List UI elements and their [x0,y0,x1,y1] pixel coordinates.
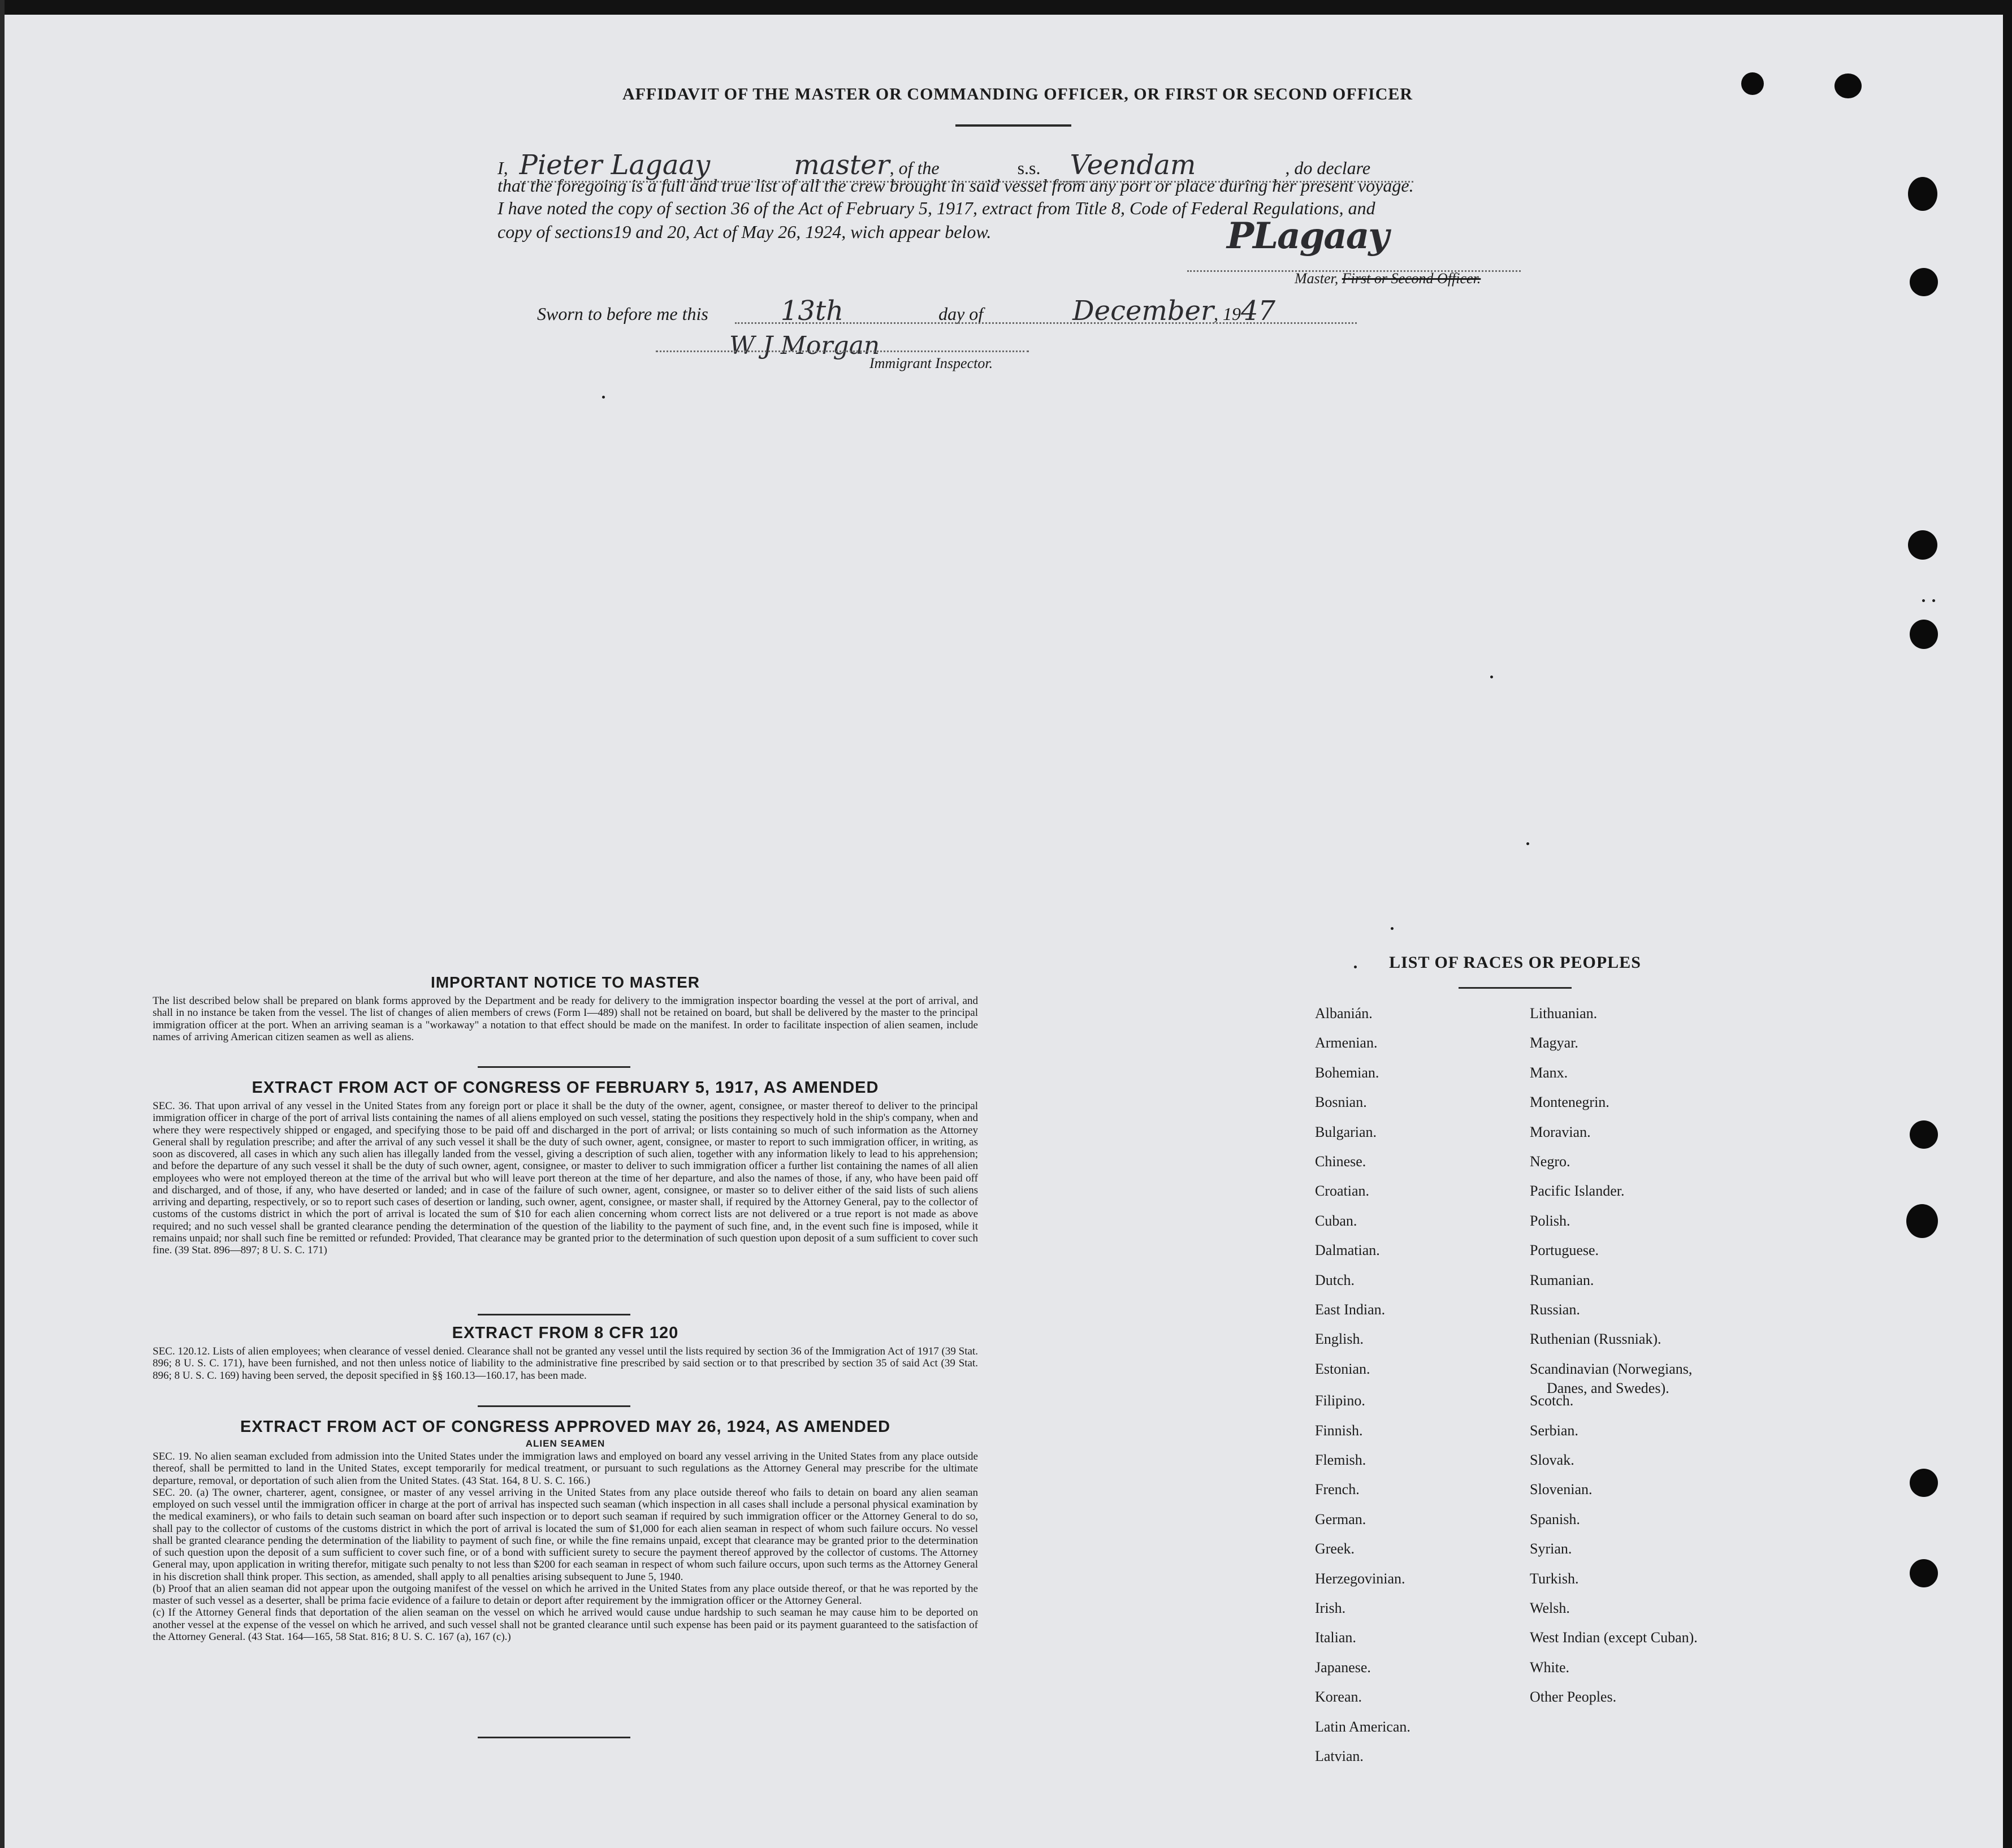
race-item: Lithuanian. [1530,1005,1598,1022]
race-item: German. [1315,1511,1366,1527]
sec-19-text: SEC. 19. No alien seaman excluded from admission into the United States under the immigration laws and employed on board any vessel arriving in the United States from any place outside thereof, shall be permitted to land in the United States, except temporarily for medical treatment, or pursuant to such regulations as the Attorney General may prescribe for the ultimate departure, removal, or deportation of such alien from the United States. (43 Stat. 164, 8 U. S. C. 166.) [153,1451,978,1487]
race-item: Irish. [1315,1600,1346,1616]
vessel-name-handwritten: Veendam [1070,149,1196,181]
notice-title: IMPORTANT NOTICE TO MASTER [430,973,700,991]
race-item: Syrian. [1530,1540,1572,1557]
declarant-prefix: I, [497,158,508,178]
punch-hole [1906,1204,1938,1238]
title-rule [955,124,1071,127]
race-item: Rumanian. [1530,1271,1594,1288]
scan-border-right [2003,0,2012,1848]
race-item: Latvian. [1315,1748,1364,1764]
race-item: French. [1315,1481,1360,1498]
race-item: Manx. [1530,1064,1568,1081]
race-item: Polish. [1530,1212,1570,1229]
punch-hole [1910,1469,1938,1497]
signature-caption [1295,270,1481,287]
punch-hole [1741,72,1764,95]
race-item: Moravian. [1530,1123,1591,1140]
race-item: Japanese. [1315,1659,1371,1676]
race-item: Chinese. [1315,1153,1366,1170]
speck [1391,927,1394,930]
inspector-caption: Immigrant Inspector. [869,355,993,371]
race-item: East Indian. [1315,1301,1386,1318]
of-the-label: , of the [889,158,940,178]
race-item: Estonian. [1315,1360,1370,1377]
race-item: Ruthenian (Russniak). [1530,1331,1661,1348]
notice-body: The list described below shall be prepared on blank forms approved by the Department and be ready for delivery to the immigration inspector boarding the vessel at the port of arrival, and shall in no instance be taken from the vessel. The list of changes of alien members of crews (Form I—489) shall not be retained on board, but shall be delivered by the master to the principal immigration officer at the port. When an arriving seaman is a "workaway" a notation to that effect should be made on the manifest. In order to facilitate inspection of alien seamen, include names of arriving American citizen seamen as well as aliens. [153,995,978,1043]
punch-hole [1908,177,1937,211]
alien-seamen-subtitle: ALIEN SEAMEN [525,1438,605,1449]
race-item: Russian. [1530,1301,1580,1318]
race-item: West Indian (except Cuban). [1530,1629,1698,1646]
punch-hole [1910,1120,1938,1149]
race-item: Korean. [1315,1689,1362,1706]
sec-20b-text: (b) Proof that an alien seaman did not appear upon the outgoing manifest of the vessel on which he arrived in the United States from any place outside thereof, or that he was reported by the master of such vessel as a deserter, shall be prima facie evidence of a failure to detain or deport after requirement by the immigration officer or the Attorney General. [153,1582,978,1607]
affidavit-line-3: I have noted the copy of section 36 of the Act of February 5, 1917, extract from Title 8, Code of Federal Regulations, and [497,198,1375,218]
punch-hole [1834,73,1862,98]
section-rule [478,1737,630,1738]
race-item: Turkish. [1530,1570,1579,1587]
race-item: Armenian. [1315,1035,1378,1051]
race-item: Greek. [1315,1540,1355,1557]
race-item: Italian. [1315,1629,1356,1646]
section-rule [478,1066,630,1068]
race-item: Spanish. [1530,1511,1580,1527]
extract-1917-body: SEC. 36. That upon arrival of any vessel in the United States from any foreign port or place it shall be the duty of the owner, agent, consignee, or master thereof to deliver to the principal immigration officer in charge of the port of arrival lists containing the names of all aliens employed on such vessel, stating the positions they respectively hold in the ship's company, when and where they were respectively shipped or engaged, and specifying those to be paid off and discharged in the port of arrival; or lists containing so much of such information as the Attorney General shall by regulation prescribe; and after the arrival of any such vessel it shall be the duty of such owner, agent, consignee, or master to report to such immigration officer, in writing, as soon as discovered, all cases in which any such alien has illegally landed from the vessel, giving a description of such alien, together with any information likely to lead to his apprehension; and before the departure of any such vessel it shall be the duty of such owner, agent, consignee, or master to deliver to such immigration officer a further list containing the names of all alien employees who were not employed thereon at the time of the arrival but who will leave port thereon at the time of her departure, and also the names of those, if any, who have been paid off and discharged, and of those, if any, who have deserted or landed; and in case of the failure of such owner, agent, consignee, or master so to deliver either of the said lists of such aliens arriving and departing, respectively, or so to report such cases of desertion or landing, such owner, agent, consignee, or master shall, if required by the Attorney General, pay to the collector of customs of the customs district in which the port of arrival is located the sum of $10 for each alien concerning whom correct lists are not delivered or a true report is not made as above required; and no such vessel shall be granted clearance pending the determination of the question of the liability to the payment of such fine, and, in the event such fine is imposed, while it remains unpaid; nor shall such fine be remitted or refunded: Provided, That clearance may be granted prior to the determination of such question upon deposit of a sum sufficient to cover such fine. (39 Stat. 896—897; 8 U. S. C. 171) [153,1100,978,1257]
sworn-day-handwritten: 13th [780,295,844,327]
sec-20c-text: (c) If the Attorney General finds that deportation of the alien seaman on the vessel on which he arrived would cause undue hardship to such seaman he may cause him to be deported on another vessel at the expense of the vessel on which he arrived, and such vessel shall not be granted clearance until such expense has been paid or its payment guaranteed to the satisfaction of the Attorney General. (43 Stat. 164—165, 58 Stat. 816; 8 U. S. C. 167 (a), 167 (c).) [153,1607,978,1643]
affidavit-line-4: copy of sections19 and 20, Act of May 26, 1924, wich appear below. [497,222,992,242]
sec-20a-text: SEC. 20. (a) The owner, charterer, agent, consignee, or master of any vessel arriving in the United States from any place outside thereof who fails to detain on board any alien seaman employed on such vessel until the immigration officer in charge at the port of arrival has inspected such seaman (which inspection in all cases shall include a personal physical examination by the medical examiners), or who fails to detain such seaman on board after such inspection or to deport such seaman if required by such immigration officer or the Attorney General to do so, shall pay to the collector of customs of the customs district in which the port of arrival is located the sum of $1,000 for each alien seaman in respect of whom such failure occurs. No vessel shall be granted clearance pending the determination of the liability to payment of such fine, or while the fine remains unpaid, except that clearance may be granted prior to the determination of such question upon the deposit of a sum sufficient to cover such fine, or of a bond with sufficient surety to secure the payment thereof approved by the collector of customs. The Attorney General may, upon application in writing therefor, mitigate such penalty to not less than $200 for each seaman in respect of whom such failure occurs, upon such terms as the Attorney General in his discretion shall think proper. This section, as amended, shall apply to all penalties arising subsequent to June 5, 1940. [153,1486,978,1583]
speck [602,396,605,399]
speck [1490,676,1493,678]
sworn-prefix: Sworn to before me this [537,304,708,324]
race-item: Bohemian. [1315,1064,1379,1081]
punch-hole [1910,620,1938,649]
year-prefix: , 19 [1213,304,1241,324]
declare-label: , do declare [1285,158,1371,178]
inspector-line [656,350,1029,352]
speck [1354,966,1357,968]
extract-cfr-body: SEC. 120.12. Lists of alien employees; when clearance of vessel denied. Clearance shall not be granted any vessel until the lists required by section 36 of the Immigration Act of 1917 (39 Stat. 896; 8 U. S. C. 171), have been furnished, and not then unless notice of liability to the administrative fine prescribed by said section or to that prescribed by section 35 of said Act (39 Stat. 896; 8 U. S. C. 169) having been served, the deposit specified in §§ 160.13—160.17, has been made. [153,1345,978,1382]
extract-1917-title: EXTRACT FROM ACT OF CONGRESS OF FEBRUARY 5, 1917, AS AMENDED [252,1079,879,1097]
speck [1526,842,1529,845]
speck [1932,599,1935,602]
race-item: Slovenian. [1530,1481,1593,1498]
race-item: Croatian. [1315,1183,1370,1200]
extract-1924-body [153,1451,978,1643]
race-item: English. [1315,1331,1364,1348]
race-item: Serbian. [1530,1422,1578,1439]
race-item: Cuban. [1315,1212,1357,1229]
section-rule [478,1405,630,1407]
race-item: Dalmatian. [1315,1242,1380,1259]
race-item: Finnish. [1315,1422,1363,1439]
punch-hole [1908,530,1937,560]
day-of-label: day of [938,304,984,324]
extract-1924-title: EXTRACT FROM ACT OF CONGRESS APPROVED MAY 26, 1924, AS AMENDED [240,1418,891,1436]
caption-struck-officer: First or Second Officer. [1342,270,1481,287]
affidavit-title: AFFIDAVIT OF THE MASTER OR COMMANDING OFFICER, OR FIRST OR SECOND OFFICER [622,85,1413,103]
race-item: Bulgarian. [1315,1123,1377,1140]
race-item: Portuguese. [1530,1242,1599,1259]
inspector-signature: W J Morgan [729,331,880,360]
races-title-rule [1459,987,1572,989]
race-item: Slovak. [1530,1452,1574,1468]
race-item: Albanián. [1315,1005,1373,1022]
section-rule [478,1314,630,1315]
race-item: Welsh. [1530,1600,1570,1616]
race-item: Magyar. [1530,1035,1578,1051]
race-item: Filipino. [1315,1392,1365,1409]
race-item: Montenegrin. [1530,1094,1609,1111]
race-item: White. [1530,1659,1570,1676]
master-signature: PLagaay [1227,215,1388,257]
scan-border-top [0,0,2012,15]
affidavit-line-2: that the foregoing is a full and true list of all the crew brought in said vessel from any port or place during her present voyage. [497,175,1414,196]
speck [1922,599,1925,602]
race-item: Scotch. [1530,1392,1574,1409]
race-item: Scandinavian (Norwegians, [1530,1360,1693,1377]
race-item: Latin American. [1315,1718,1410,1735]
master-name-handwritten: Pieter Lagaay [519,149,711,181]
race-item: Herzegovinian. [1315,1570,1405,1587]
punch-hole [1910,1559,1938,1587]
race-item: Dutch. [1315,1271,1355,1288]
sworn-month-handwritten: December [1072,295,1214,327]
race-item: Other Peoples. [1530,1689,1617,1706]
race-item: Pacific Islander. [1530,1183,1625,1200]
race-item: Danes, and Swedes). [1547,1379,1669,1396]
extract-cfr-title: EXTRACT FROM 8 CFR 120 [452,1324,679,1342]
races-title: LIST OF RACES OR PEOPLES [1389,953,1641,972]
vessel-prefix: s.s. [1017,158,1041,178]
rank-handwritten: master [794,149,890,181]
caption-master: Master, [1295,270,1339,287]
race-item: Bosnian. [1315,1094,1367,1111]
sworn-fill-line [735,322,1357,324]
scan-border-left [0,0,5,1848]
sworn-year-handwritten: 47 [1240,295,1276,327]
race-item: Flemish. [1315,1452,1366,1468]
race-item: Negro. [1530,1153,1570,1170]
punch-hole [1910,268,1938,296]
